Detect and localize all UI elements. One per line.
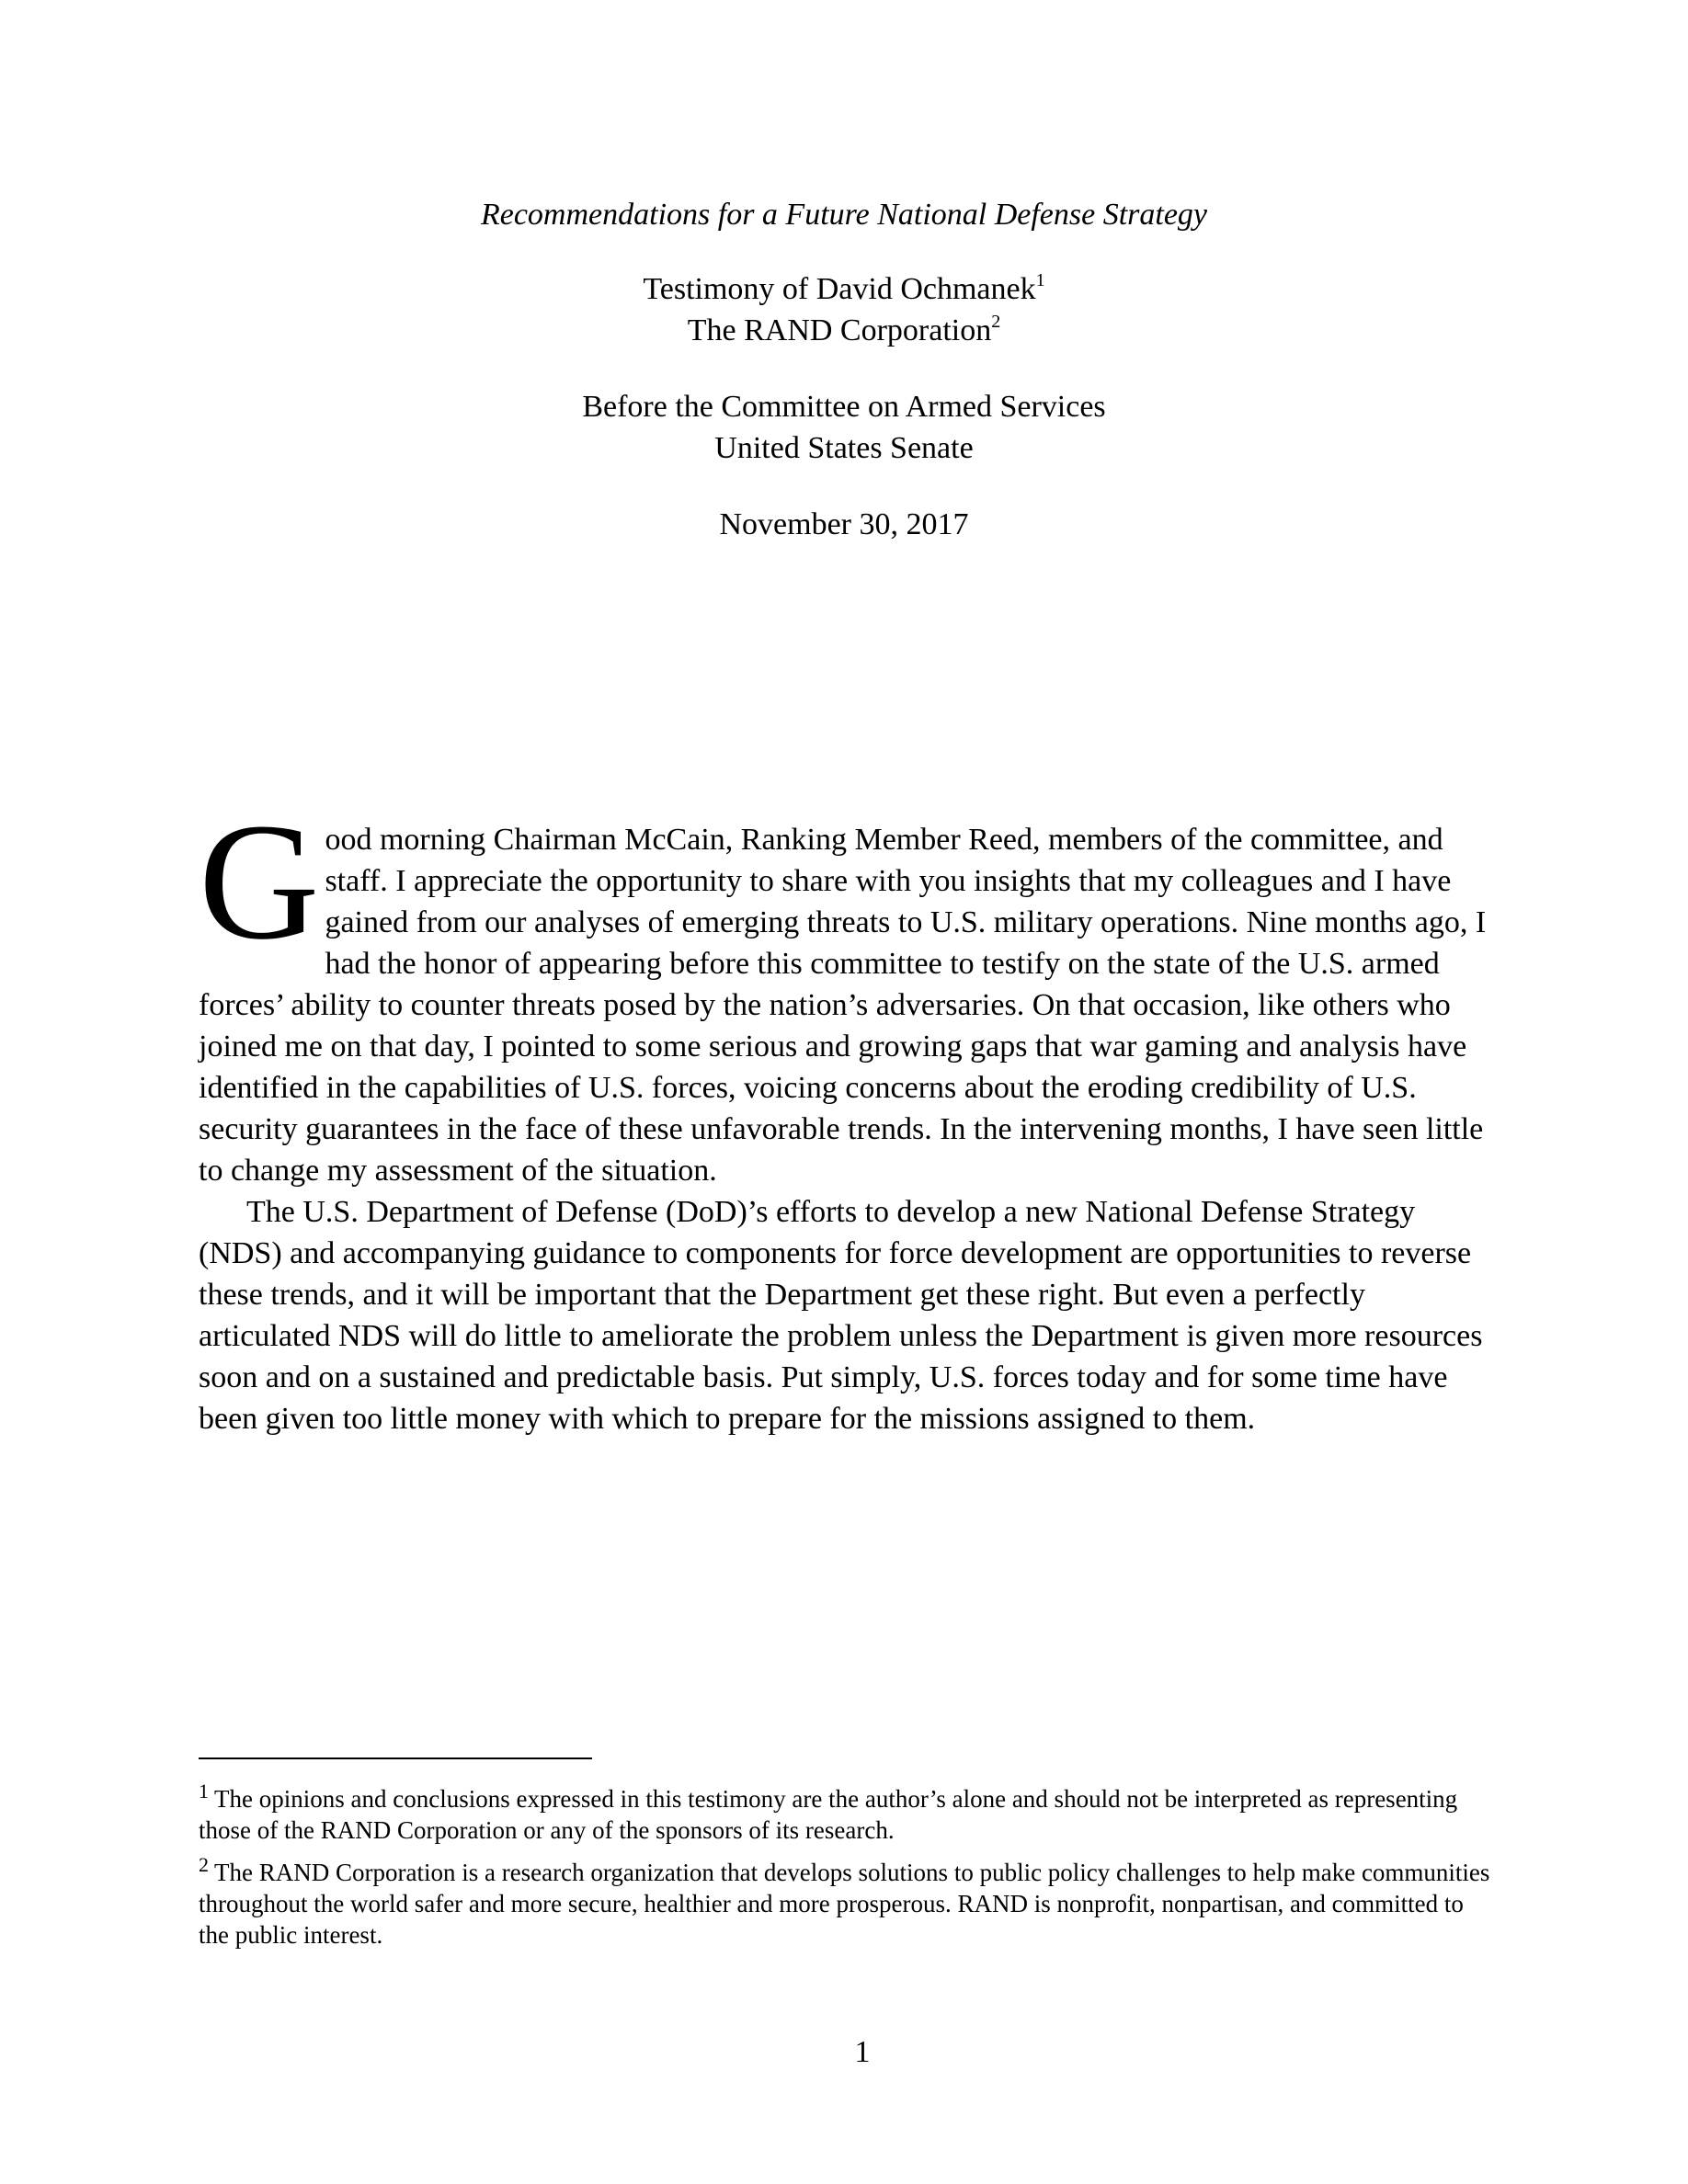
paragraph-1 <box>199 790 1493 1191</box>
footnote-ref-1[interactable]: 1 <box>1035 270 1045 290</box>
drop-cap: G <box>199 790 320 974</box>
organization-line <box>0 310 1688 351</box>
footnote-number: 1 <box>199 1780 209 1803</box>
paragraph-2: The U.S. Department of Defense (DoD)’s efforts to develop a new National Defense Strategy (NDS) and accompanying guidance to components for force development are opportunities to reverse these trends, and it will be important that the Department get these right. But even a perfectly articulated NDS will do little to ameliorate the problem unless the Department is given more resources soon and on a sustained and predictable basis. Put simply, U.S. forces today and for some time have been given too little money with which to prepare for the missions assigned to them. <box>199 1195 1483 1436</box>
committee-line: Before the Committee on Armed Services <box>582 390 1106 424</box>
senate-line: United States Senate <box>714 431 974 465</box>
page-number: 1 <box>854 2035 871 2069</box>
testimony-text: Testimony of David Ochmanek <box>643 272 1036 306</box>
body-text <box>199 790 1493 1439</box>
footnote-divider <box>199 1757 592 1759</box>
paragraph-1-text: ood morning Chairman McCain, Ranking Member Reed, members of the committee, and staff. I appreciate the opportunity to share with you insights that my colleagues and I have gained from our analyses of emerging threats to U.S. military operations. Nine months ago, I had the honor of appearing before this committee to testify on the state of the U.S. armed forces’ ability to counter threats posed by the nation’s adversaries. On that occasion, like others who joined me on that day, I pointed to some serious and growing gaps that war gaming and analysis have identified in the capabilities of U.S. forces, voicing concerns about the eroding credibility of U.S. security guarantees in the face of these unfavorable trends. In the intervening months, I have seen little to change my assessment of the situation. <box>199 823 1487 1188</box>
footnotes-section <box>199 1780 1495 1962</box>
author-block <box>0 268 1688 351</box>
organization-text: The RAND Corporation <box>687 313 992 347</box>
footnote-text: The opinions and conclusions expressed in this testimony are the author’s alone and should not be interpreted as representing those of the RAND Corporation or any of the sponsors of its research. <box>199 1785 1458 1844</box>
document-title: Recommendations for a Future National Defense Strategy <box>480 198 1208 232</box>
footnote-1 <box>199 1780 1495 1846</box>
testimony-date: November 30, 2017 <box>719 507 969 541</box>
footnote-text: The RAND Corporation is a research organization that develops solutions to public policy challenges to help make communities throughout the world safer and more secure, healthier and more prosperous. RAND is nonprofit, nonpartisan, and committed to the public interest. <box>199 1859 1490 1949</box>
footnote-2 <box>199 1853 1495 1951</box>
footnote-ref-2[interactable]: 2 <box>991 312 1001 332</box>
testimony-line <box>0 268 1688 310</box>
committee-block <box>0 386 1688 469</box>
footnote-number: 2 <box>199 1853 209 1876</box>
